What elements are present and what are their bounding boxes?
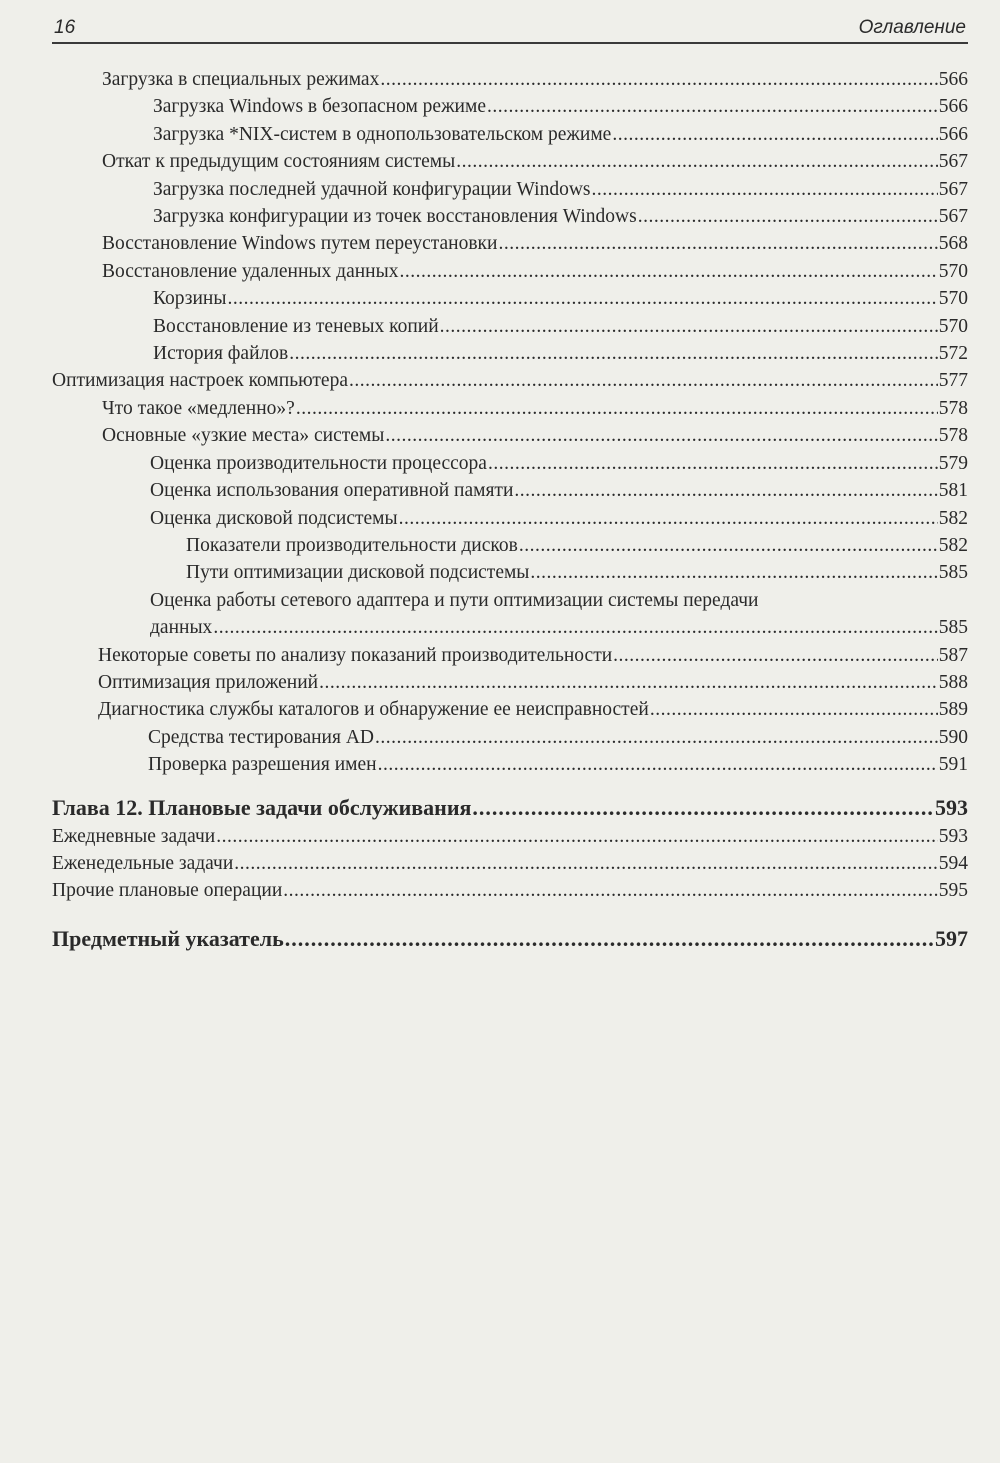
toc-entry[interactable] [52,395,968,422]
page-number: 16 [54,17,76,38]
toc-entry-page: 587 [938,644,968,666]
toc-entry-page: 591 [938,754,968,776]
toc-entry[interactable] [52,850,968,877]
toc-entry-title: Диагностика службы каталогов и обнаружение ее неисправностей [98,699,649,721]
toc-entry-title: Некоторые советы по анализу показаний производительности [98,644,613,666]
toc-entry-page: 567 [938,178,968,200]
toc-leader-dots [285,924,934,954]
toc-entry-title: Прочие плановые операции [52,880,283,902]
toc-entry-title: Проверка разрешения имен [148,754,377,776]
toc-leader-dots [613,642,938,669]
toc-leader-dots [213,614,937,641]
toc-entry-title: Откат к предыдущим состояниям системы [102,151,456,173]
page-header [52,14,968,44]
toc-entry[interactable] [52,230,968,257]
toc-entry-page: 567 [938,206,968,228]
toc-leader-dots [498,230,937,257]
toc-leader-dots [349,367,938,394]
toc-entry-page: 595 [938,880,968,902]
toc-entry[interactable] [52,93,968,120]
chapter-page: 593 [935,794,968,820]
toc-entry[interactable] [52,422,968,449]
toc-entry-title: Средства тестирования AD [148,726,374,748]
index-page: 597 [935,925,968,951]
toc-entry-page: 577 [938,370,968,392]
toc-entry-page: 566 [938,123,968,145]
toc-leader-dots [375,724,938,751]
toc-entry[interactable] [52,176,968,203]
table-of-contents [52,66,968,954]
toc-leader-dots [399,258,937,285]
toc-entry-title: Восстановление из теневых копий [153,315,439,337]
toc-entry-page: 570 [938,315,968,337]
toc-entry-title: Оптимизация приложений [98,671,319,693]
toc-entry[interactable] [52,258,968,285]
toc-entry-page: 566 [938,96,968,118]
toc-entry-title: Загрузка *NIX-систем в однопользовательском режиме [153,123,612,145]
toc-entry[interactable] [52,823,968,850]
toc-entry-title: Оценка производительности процессора [150,452,487,474]
toc-leader-dots [530,559,937,586]
toc-entry[interactable] [52,450,968,477]
toc-leader-dots [650,696,938,723]
toc-entry-multiline[interactable] [52,587,968,642]
toc-leader-dots [487,93,938,120]
toc-leader-dots [296,395,938,422]
toc-entry-title: Ежедневные задачи [52,825,216,847]
toc-leader-dots [399,505,938,532]
toc-entry-title: Основные «узкие места» системы [102,425,385,447]
toc-leader-dots [319,669,938,696]
toc-entry-title: Оценка использования оперативной памяти [150,480,514,502]
toc-entry-page: 578 [938,425,968,447]
toc-entry-page: 581 [938,480,968,502]
toc-leader-dots [289,340,938,367]
toc-leader-dots [385,422,937,449]
chapter-12-section [52,793,968,905]
toc-entry[interactable] [52,285,968,312]
toc-entry-title: Восстановление Windows путем переустановки [102,233,498,255]
toc-entry-title: Загрузка Windows в безопасном режиме [153,96,486,118]
toc-leader-dots [592,176,938,203]
toc-entry[interactable] [52,532,968,559]
toc-entry[interactable] [52,340,968,367]
toc-entry-title: Оценка дисковой подсистемы [150,507,398,529]
toc-entry-page: 566 [938,69,968,90]
index-section [52,924,968,954]
toc-entry-title: Пути оптимизации дисковой подсистемы [186,562,530,584]
toc-entry-page: 567 [938,151,968,173]
toc-entry[interactable] [52,477,968,504]
toc-entry[interactable] [52,313,968,340]
toc-leader-dots [380,66,937,93]
toc-entry[interactable] [52,148,968,175]
toc-entry-page: 568 [938,233,968,255]
toc-leader-dots [519,532,938,559]
toc-entry-title-line2: данных [150,617,213,639]
toc-leader-dots [638,203,938,230]
toc-leader-dots [227,285,937,312]
toc-leader-dots [514,477,937,504]
toc-entry-title: История файлов [153,343,289,365]
toc-entry[interactable] [52,642,968,669]
toc-entry-page: 572 [938,343,968,365]
toc-entry[interactable] [52,66,968,93]
toc-entry-title: Восстановление удаленных данных [102,260,399,282]
toc-entry-title: Загрузка в специальных режимах [102,69,380,90]
toc-leader-dots [456,148,938,175]
toc-entry-page: 570 [938,260,968,282]
toc-leader-dots [612,121,937,148]
toc-entry[interactable] [52,669,968,696]
toc-chapter-entry[interactable] [52,793,968,823]
toc-entry-title: Корзины [153,288,227,310]
toc-entry-title: Загрузка конфигурации из точек восстановления Windows [153,206,637,228]
toc-entry[interactable] [52,203,968,230]
toc-entry-page: 589 [938,699,968,721]
toc-leader-dots [440,313,938,340]
toc-entry[interactable] [52,367,968,394]
toc-entry-title: Еженедельные задачи [52,852,234,874]
toc-entry[interactable] [52,505,968,532]
index-title: Предметный указатель [52,925,284,951]
toc-entry-page: 582 [938,534,968,556]
toc-entry-page: 594 [938,852,968,874]
toc-leader-dots [488,450,938,477]
toc-entry-page: 585 [938,562,968,584]
toc-leader-dots [234,850,937,877]
toc-entry-title: Что такое «медленно»? [102,397,295,419]
toc-leader-dots [472,793,934,823]
toc-leader-dots [283,877,938,904]
toc-entry[interactable] [52,751,968,778]
toc-entry[interactable] [52,696,968,723]
toc-entry[interactable] [52,724,968,751]
toc-entry-title: Загрузка последней удачной конфигурации Windows [153,178,591,200]
toc-entry-title: Оптимизация настроек компьютера [52,370,348,392]
toc-index-entry[interactable] [52,924,968,954]
toc-entry-page: 585 [938,617,968,639]
chapter-title: Глава 12. Плановые задачи обслуживания [52,794,472,820]
toc-entry-page: 570 [938,288,968,310]
toc-entry-page: 578 [938,397,968,419]
toc-entry-page: 579 [938,452,968,474]
toc-entry-title: Показатели производительности дисков [186,534,518,556]
toc-leader-dots [378,751,938,778]
toc-entry[interactable] [52,559,968,586]
toc-entry-title-line1: Оценка работы сетевого адаптера и пути оптимизации системы передачи [150,589,759,611]
toc-entry-page: 593 [938,825,968,847]
toc-entry-continuation [52,614,968,641]
running-title: Оглавление [858,17,966,38]
toc-entry-page: 588 [938,671,968,693]
toc-entry[interactable] [52,121,968,148]
toc-entry[interactable] [52,877,968,904]
toc-entry-page: 582 [938,507,968,529]
toc-entry-page: 590 [938,726,968,748]
toc-leader-dots [216,823,938,850]
